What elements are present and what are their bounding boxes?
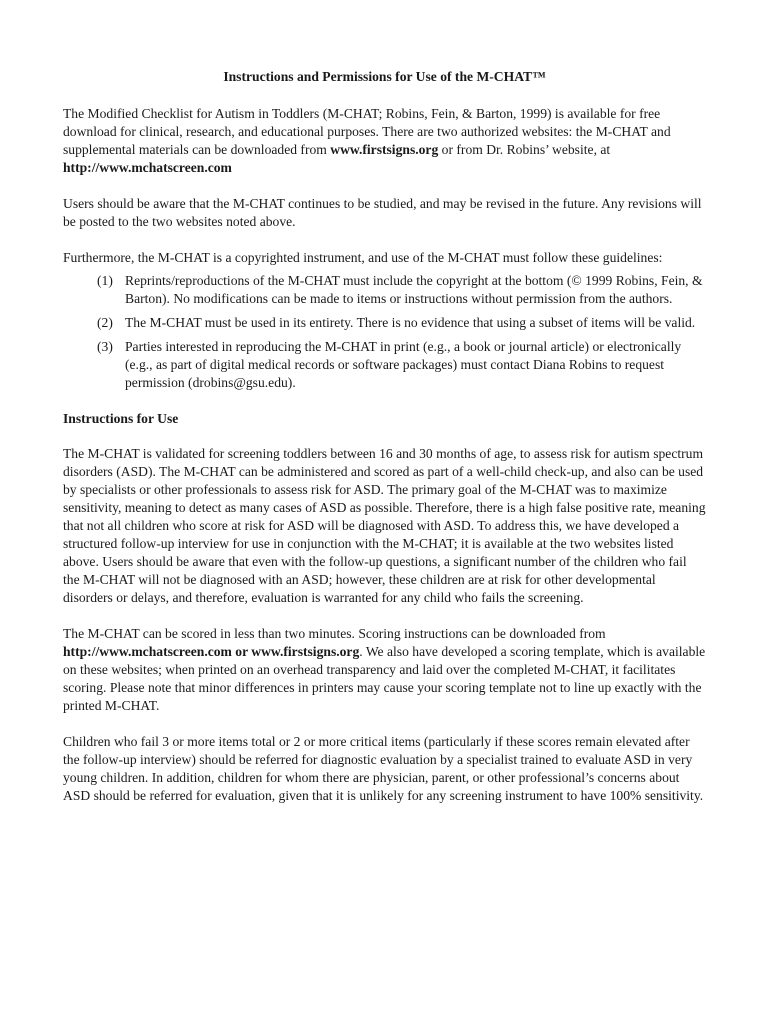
guideline-number: (3) [97,339,113,354]
intro-text-2: or from Dr. Robins’ website, at [438,142,611,157]
guideline-item [63,314,706,332]
firstsigns-link[interactable]: www.firstsigns.org [330,142,439,157]
copyright-intro-paragraph: Furthermore, the M-CHAT is a copyrighted instrument, and use of the M-CHAT must follow these guidelines: [63,250,663,265]
scoring-links[interactable]: http://www.mchatscreen.com or www.firstsigns.org [63,644,360,659]
referral-paragraph: Children who fail 3 or more items total or 2 or more critical items (particularly if these scores remain elevated after the follow-up interview) should be referred for diagnostic evaluation by a specialist trained to evaluate ASD in very young children. In addition, children for whom there are physician, parent, or other professional’s concerns about ASD should be referred for evaluation, given that it is unlikely for any screening instrument to have 100% sensitivity. [63,734,704,803]
instructions-heading: Instructions for Use [63,411,179,426]
intro-text-1: The Modified Checklist for Autism in Toddlers (M-CHAT; Robins, Fein, & Barton, 1999) is available for free download for clinical, research, and educational purposes. There are two authorized websites: the M-CHAT and supplemental materials can be downloaded from [63,106,671,157]
guideline-text: Parties interested in reproducing the M-CHAT in print (e.g., a book or journal article) or electronically (e.g., as part of digital medical records or software packages) must contact Diana Robins to request permission (drobins@gsu.edu). [125,339,682,390]
scoring-text-1: The M-CHAT can be scored in less than two minutes. Scoring instructions can be downloaded from [63,626,606,641]
scoring-paragraph [63,625,706,715]
guideline-number: (1) [97,273,113,288]
validation-paragraph: The M-CHAT is validated for screening toddlers between 16 and 30 months of age, to assess risk for autism spectrum disorders (ASD). The M-CHAT can be administered and scored as part of a well-child check-up, and also can be used by specialists or other professionals to assess risk for ASD. The primary goal of the M-CHAT was to maximize sensitivity, meaning to detect as many cases of ASD as possible. Therefore, there is a high false positive rate, meaning that not all children who score at risk for ASD will be diagnosed with ASD. To address this, we have developed a structured follow-up interview for use in conjunction with the M-CHAT; it is available at the two websites listed above. Users should be aware that even with the follow-up questions, a significant number of the children who fail the M-CHAT will not be diagnosed with an ASD; however, these children are at risk for other developmental disorders or delays, and therefore, evaluation is warranted for any child who fails the screening. [63,446,706,605]
intro-paragraph [63,105,706,177]
mchatscreen-link[interactable]: http://www.mchatscreen.com [63,160,232,175]
scoring-text-2: . We also have developed a scoring template, which is available on these websites; when printed on an overhead transparency and laid over the completed M-CHAT, it facilitates scoring. Please note that minor differences in printers may cause your scoring template not to line up exactly with the printed M-CHAT. [63,644,706,713]
guideline-number: (2) [97,315,113,330]
page-title: Instructions and Permissions for Use of the M-CHAT™ [223,69,546,84]
guideline-text: The M-CHAT must be used in its entirety. There is no evidence that using a subset of items will be valid. [125,315,696,330]
guideline-item [63,272,706,308]
revisions-paragraph: Users should be aware that the M-CHAT continues to be studied, and may be revised in the future. Any revisions will be posted to the two websites noted above. [63,196,702,229]
guidelines-list [63,272,706,392]
guideline-item [63,338,706,392]
guideline-text: Reprints/reproductions of the M-CHAT must include the copyright at the bottom (© 1999 Robins, Fein, & Barton). No modifications can be made to items or instructions without permission from the authors. [125,273,703,306]
